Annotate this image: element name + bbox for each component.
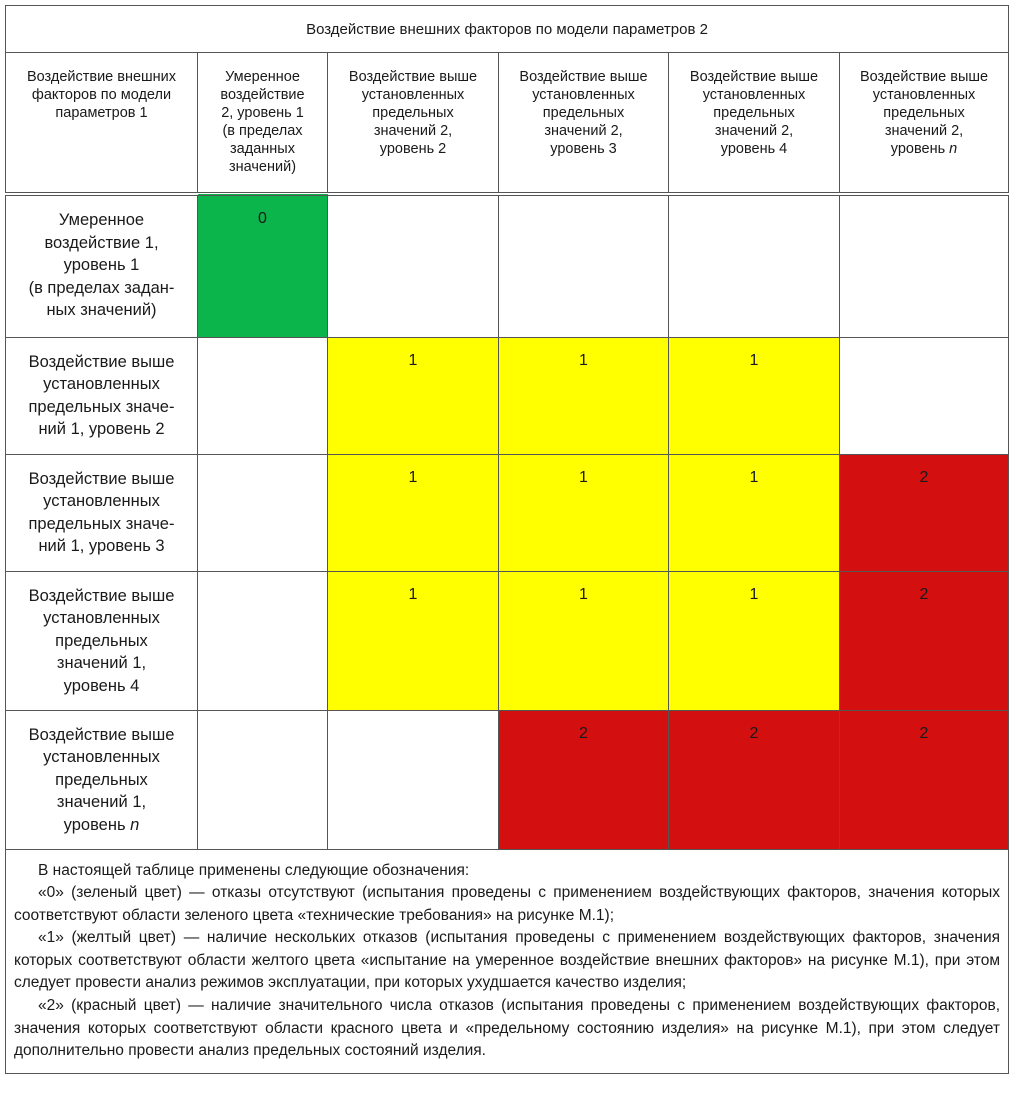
matrix-cell [840,337,1009,454]
row-header: Воздействие выше установленных предельных значе- ний 1, уровень 3 [6,454,198,571]
matrix-cell: 1 [669,454,840,571]
matrix-cell [328,194,499,337]
table-row [6,571,1009,710]
table-row [6,454,1009,571]
column-header-4: Воздействие выше установленных предельных значений 2, уровень 4 [669,53,840,195]
matrix-cell: 2 [840,710,1009,849]
matrix-cell [198,454,328,571]
matrix-cell: 1 [499,337,669,454]
matrix-cell [198,337,328,454]
matrix-cell: 1 [328,571,499,710]
column-header-n: Воздействие выше установленных предельных значений 2, уровень n [840,53,1009,195]
matrix-cell [328,710,499,849]
matrix-cell: 1 [499,571,669,710]
row-header: Воздействие выше установленных предельных значений 1, уровень n [6,710,198,849]
column-header-1: Умеренное воздействие 2, уровень 1 (в пределах заданных значений) [198,53,328,195]
table-row [6,337,1009,454]
matrix-cell: 2 [499,710,669,849]
matrix-cell [198,710,328,849]
header-row [6,53,1009,195]
legend-item-1: «1» (желтый цвет) — наличие нескольких отказов (испытания проведены с применением воздействующих факторов, значения которых соответствуют области желтого цвета «испытание на умеренное воздействие внешних факторов» на рисунке М.1), при этом следует провести анализ режимов эксплуатации, при которых ухудшается качество изделия; [14,929,1001,992]
matrix-cell: 1 [328,454,499,571]
title-row [6,6,1009,53]
matrix-cell: 2 [669,710,840,849]
legend-item-0: «0» (зеленый цвет) — отказы отсутствуют (испытания проведены с применением воздействующих факторов, значения которых соответствуют области зеленого цвета «технические требования» на рисунке М.1); [14,884,1001,924]
matrix-table [5,5,1009,1074]
matrix-cell: 1 [669,337,840,454]
row-header: Воздействие выше установленных предельных значений 1, уровень 4 [6,571,198,710]
row-header: Воздействие выше установленных предельных значе- ний 1, уровень 2 [6,337,198,454]
matrix-cell: 2 [840,571,1009,710]
column-header-3: Воздействие выше установленных предельных значений 2, уровень 3 [499,53,669,195]
matrix-cell: 1 [499,454,669,571]
legend-notes [6,849,1009,1073]
legend-intro: В настоящей таблице применены следующие обозначения: [38,861,470,879]
row-header: Умеренное воздействие 1, уровень 1 (в пределах задан- ных значений) [6,194,198,337]
matrix-cell: 2 [840,454,1009,571]
column-header-2: Воздействие выше установленных предельных значений 2, уровень 2 [328,53,499,195]
table-row [6,194,1009,337]
matrix-cell [198,571,328,710]
matrix-cell: 0 [198,194,328,337]
matrix-cell: 1 [669,571,840,710]
matrix-cell [669,194,840,337]
table-title: Воздействие внешних факторов по модели параметров 2 [6,6,1009,53]
legend-item-2: «2» (красный цвет) — наличие значительного числа отказов (испытания проведены с применением воздействующих факторов, значения которых соответствуют области красного цвета и «предельному состоянию изделия» на рисунке М.1), при этом следует дополнительно провести анализ предельных состояний изделия. [14,997,1001,1060]
matrix-cell: 1 [328,337,499,454]
corner-header: Воздействие внешних факторов по модели параметров 1 [6,53,198,195]
table-row [6,710,1009,849]
notes-row [6,849,1009,1073]
matrix-cell [840,194,1009,337]
matrix-cell [499,194,669,337]
